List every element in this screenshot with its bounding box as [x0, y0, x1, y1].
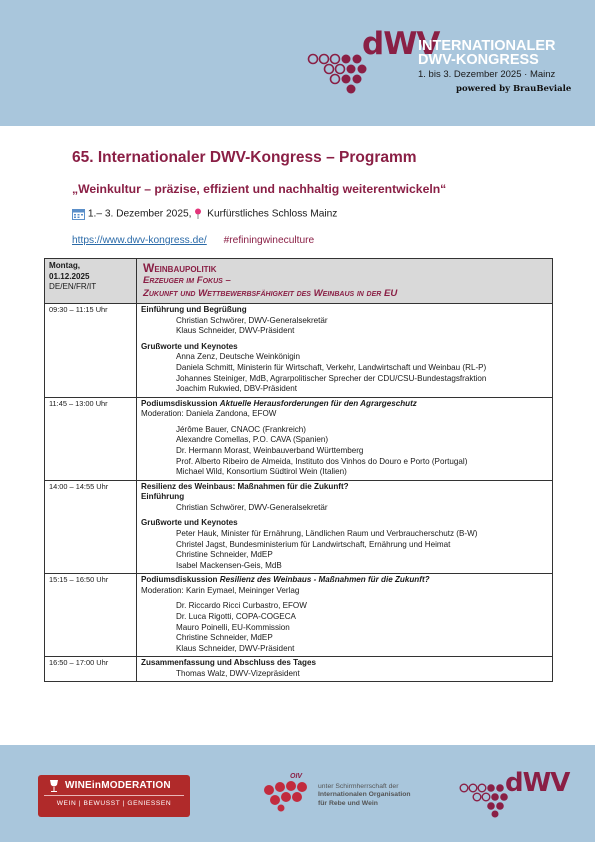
slot-content [137, 304, 553, 398]
day-date: 01.12.2025 [49, 271, 90, 281]
section-subtitle-2: Zukunft und Wettbewerbsfähigkeit des Weinbaus in der EU [143, 288, 398, 300]
wim-bottom-text: WEIN | BEWUSST | GENIESSEN [56, 800, 172, 807]
slot-content [137, 574, 553, 657]
block-title: Zusammenfassung und Abschluss des Tages [141, 658, 316, 668]
day-label: Montag, [49, 261, 81, 270]
slot-content [137, 657, 553, 682]
block-title: Podiumsdiskussion Aktuelle Herausforderungen für den Agrargeschutz [141, 398, 417, 408]
slot-time: 16:50 – 17:00 Uhr [45, 657, 137, 682]
block-title-italic: Aktuelle Herausforderungen für den Agrargeschutz [219, 398, 417, 408]
slot-time: 15:15 – 16:50 Uhr [45, 574, 137, 657]
oiv-text [318, 783, 411, 808]
wine-in-moderation-logo [38, 775, 190, 817]
speaker: Peter Hauk, Minister für Ernährung, Ländlichen Raum und Verbraucherschutz (B-W) [176, 529, 478, 538]
block-title: Podiumsdiskussion Resilienz des Weinbaus - Maßnahmen für die Zukunft? [141, 575, 430, 585]
date-location-line [72, 208, 337, 220]
speaker: Jérôme Bauer, CNAOC (Frankreich) [176, 424, 306, 434]
table-row [45, 397, 553, 480]
speaker: Johannes Steiniger, MdB, Agrarpolitischer Sprecher der CDU/CSU-Bundestagsfraktion [176, 373, 487, 383]
speaker: Dr. Luca Rigotti, COPA-COGECA [176, 612, 296, 621]
moderation: Moderation: Daniela Zandona, EFOW [141, 409, 277, 419]
location-text: Kurfürstliches Schloss Mainz [207, 208, 338, 220]
slot-content [137, 397, 553, 480]
oiv-text-line-1: unter Schirmherrschaft der [318, 783, 399, 790]
oiv-text-line-3: für Rebe und Wein [318, 799, 378, 807]
block-title: Grußworte und Keynotes [141, 518, 238, 528]
speaker: Prof. Alberto Ribeiro de Almeida, Instituto dos Vinhos do Douro e Porto (Portugal) [176, 456, 468, 466]
kongress-line-1: INTERNATIONALER [418, 38, 556, 54]
wim-divider [44, 795, 184, 796]
speaker: Christine Schneider, MdEP [176, 633, 273, 643]
speaker: Isabel Mackensen-Geis, MdB [176, 560, 282, 570]
section-cell [137, 259, 553, 304]
speaker: Christine Schneider, MdEP [176, 550, 273, 560]
wim-top-text: WINEinMODERATION [65, 780, 171, 791]
speaker: Joachim Rukwied, DBV-Präsident [176, 384, 298, 394]
powered-by: powered by BrauBeviale [456, 84, 572, 94]
speaker: Michael Wild, Konsortium Südtirol Wein (Italien) [176, 467, 347, 477]
speaker: Klaus Schneider, DWV-Präsident [176, 643, 295, 653]
table-row [45, 657, 553, 682]
page-subtitle: „Weinkultur – präzise, effizient und nachhaltig weiterentwickeln“ [72, 182, 447, 196]
table-row [45, 304, 553, 398]
website-link[interactable]: https://www.dwv-kongress.de/ [72, 235, 207, 246]
block-title: Grußworte und Keynotes [141, 341, 238, 351]
hashtag: #refiningwineculture [223, 235, 315, 246]
slot-time: 11:45 – 13:00 Uhr [45, 397, 137, 480]
block-title-italic: Resilienz des Weinbaus - Maßnahmen für die Zukunft? [219, 575, 430, 585]
moderation: Moderation: Karin Eymael, Meininger Verlag [141, 585, 300, 595]
kongress-date: 1. bis 3. Dezember 2025 · Mainz [418, 69, 556, 80]
speaker: Dr. Riccardo Ricci Curbastro, EFOW [176, 601, 307, 611]
kongress-line-2: DWV-KONGRESS [418, 52, 539, 68]
speaker: Anna Zenz, Deutsche Weinkönigin [176, 352, 301, 362]
dwv-logo-word: dWV [362, 26, 440, 62]
speaker: Alexandre Comellas, P.O. CAVA (Spanien) [176, 435, 329, 445]
link-line [72, 235, 314, 246]
table-row [45, 480, 553, 574]
wine-glass-icon [46, 778, 62, 794]
block-title: Resilienz des Weinbaus: Maßnahmen für die Zukunft? [141, 481, 349, 491]
program-header-row [45, 259, 553, 304]
block-title: Einführung [141, 492, 185, 502]
speaker: Klaus Schneider, DWV-Präsident [176, 326, 295, 336]
page-title: 65. Internationaler DWV-Kongress – Programm [72, 149, 417, 166]
pin-icon [194, 208, 204, 220]
day-cell [45, 259, 137, 304]
languages: DE/EN/FR/IT [49, 282, 97, 292]
date-text: 1.– 3. Dezember 2025, [87, 208, 192, 220]
speaker: Dr. Hermann Morast, Weinbauverband Württemberg [176, 446, 364, 456]
speaker: Daniela Schmitt, Ministerin für Wirtschaft, Verkehr, Landwirtschaft und Weinbau (RL-P) [176, 363, 487, 373]
slot-time: 14:00 – 14:55 Uhr [45, 480, 137, 574]
calendar-icon [72, 208, 85, 220]
table-row [45, 574, 553, 657]
speaker: Christian Schwörer, DWV-Generalsekretär [176, 502, 328, 512]
slot-time: 09:30 – 11:15 Uhr [45, 304, 137, 398]
slot-content [137, 480, 553, 574]
oiv-label: OIV [290, 773, 303, 780]
speaker: Thomas Walz, DWV-Vizepräsident [176, 668, 300, 678]
footer-dwv-word: dWV [505, 768, 570, 798]
speaker: Christel Jagst, Bundesministerium für Landwirtschaft, Ernährung und Heimat [176, 539, 451, 549]
oiv-grape-icon [255, 772, 317, 812]
block-title: Einführung und Begrüßung [141, 305, 247, 315]
speaker: Christian Schwörer, DWV-Generalsekretär [176, 315, 328, 325]
section-title: Weinbaupolitik [143, 261, 217, 275]
oiv-text-line-2: Internationalen Organisation [318, 791, 411, 799]
section-subtitle-1: Erzeuger im Fokus – [143, 275, 231, 287]
speaker: Mauro Poinelli, EU-Kommission [176, 622, 290, 632]
program-table [44, 258, 553, 682]
